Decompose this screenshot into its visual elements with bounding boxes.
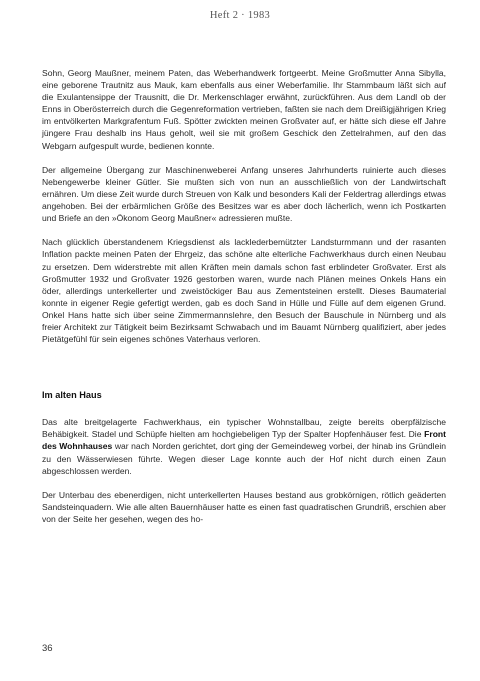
- paragraph: Der allgemeine Übergang zur Maschinenweberei Anfang unseres Jahrhunderts ruinierte auch dieses Nebengewerbe kleiner Gütler. Sie mußten sich von nun an ausschließlich von der Landwirtschaft ernähren. Um diese Zeit wurde durch Streuen von Kalk und besonders Kali der Feldertrag allerdings etwas angehoben. Bei der erbärmlichen Größe des Besitzes war es aber doch lächerlich, wenn ich Postkarten und Briefe an den »Ökonom Georg Maußner« adressieren mußte.: [42, 164, 446, 224]
- paragraph-text: war nach Norden gerichtet, dort ging der Gemeindeweg vorbei, der hinab ins Gründlein zu den Wässerwiesen führte. Wegen dieser Lage konnte auch der Hof nicht durch einen Zaun abgeschlossen werden.: [42, 441, 446, 476]
- section-heading: Im alten Haus: [42, 390, 102, 401]
- body-text: [42, 67, 446, 537]
- paragraph: Nach glücklich überstandenem Kriegsdienst als lacklederbemützter Landsturmmann und der rasanten Inflation packte meinen Paten der Ehrgeiz, das schöne alte elterliche Fachwerkhaus durch einen Neubau zu ersetzen. Dem widerstrebte mit allen Kräften mein damals schon fast erblindeter Großvater. Erst als Großmutter 1932 und Großvater 1926 gestorben waren, wurde nach Plänen meines Onkels Hans ein öder, allerdings unterkellerter und zweistöckiger Bau aus Zementsteinen erstellt. Dieses Baumaterial konnte in eigener Regie gefertigt werden, gab es doch Sand in Hülle und Fülle auf dem eigenen Grund. Onkel Hans hatte sich über seine Zimmermannslehre, den Besuch der Bauschule in Nürnberg und als freier Architekt zur Tätigkeit beim Bezirksamt Schwabach und im Bauamt Nürnberg qualifiziert, aber jedes Pietätgefühl für sein eigenes schönes Vaterhaus verloren.: [42, 237, 446, 345]
- page-number: 36: [42, 643, 53, 654]
- paragraph: [42, 416, 446, 476]
- paragraph-text: Das alte breitgelagerte Fachwerkhaus, ein typischer Wohnstallbau, zeigte bereits oberpfälzische Behäbigkeit. Stadel und Schüpfe hielten am hochgiebeligen Typ der Spalter Hopfenhäuser fest. Die: [42, 417, 446, 440]
- running-header: Heft 2 · 1983: [209, 10, 271, 21]
- paragraph: Sohn, Georg Maußner, meinem Paten, das Weberhandwerk fortgeerbt. Meine Großmutter Anna Sibylla, eine geborene Trautnitz aus Mauk, kam ebenfalls aus einer Weberfamilie. Ihr Stammbaum läßt sich auf die Exulantensippe der Trausnitt, die Dr. Merkenschlager erwähnt, zurückführen. Aus dem Landl ob der Enns in Oberösterreich durch die Gegenreformation vertrieben, faßten sie nach dem Dreißigjährigen Krieg im entvölkerten Markgrafentum Fuß. Spötter zwickten meinen Großvater auf, er hätte sich diese elf Jahre jüngere Frau deshalb ins Haus geholt, weil sie mit großem Geschick den Zettelrahmen, auf den das Webgarn aufgespult wurde, bedienen konnte.: [42, 68, 446, 151]
- paragraph: Der Unterbau des ebenerdigen, nicht unterkellerten Hauses bestand aus grobkörnigen, rötlich geäderten Sandsteinquadern. Wie alle alten Bauernhäuser hatte es einen fast quadratischen Grundriß, erschien aber von der Seite her gesehen, wegen des ho-: [42, 489, 446, 524]
- emphasized-text: Front des Wohnhauses: [42, 429, 446, 452]
